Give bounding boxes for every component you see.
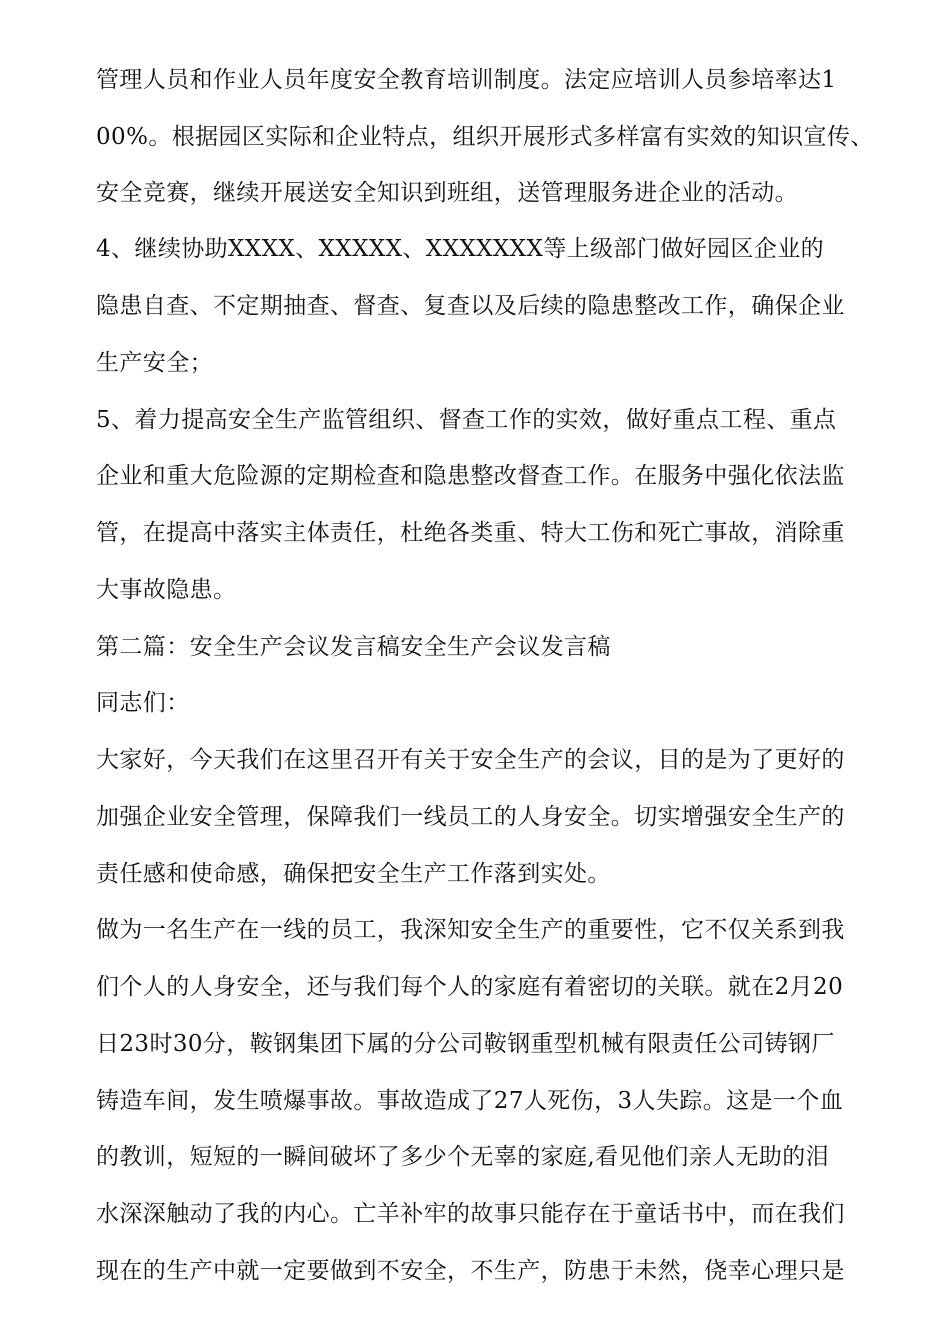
text-line: 的教训，短短的一瞬间破坏了多少个无辜的家庭,看见他们亲人无助的泪 — [96, 1144, 830, 1170]
section-heading: 第二篇：安全生产会议发言稿安全生产会议发言稿 — [96, 634, 611, 660]
text-line: 大事故隐患。 — [96, 577, 237, 603]
text-line: 做为一名生产在一线的员工，我深知安全生产的重要性，它不仅关系到我 — [96, 917, 845, 943]
text-line: 4、继续协助XXXX、XXXXX、XXXXXXX等上级部门做好园区企业的 — [96, 236, 825, 262]
text-line: 加强企业安全管理，保障我们一线员工的人身安全。切实增强安全生产的 — [96, 804, 845, 830]
text-line: 责任感和使命感，确保把安全生产工作落到实处。 — [96, 861, 611, 887]
text-line: 管理人员和作业人员年度安全教育培训制度。法定应培训人员参培率达1 — [96, 67, 837, 93]
text-line: 水深深触动了我的内心。亡羊补牢的故事只能存在于童话书中，而在我们 — [96, 1201, 845, 1227]
text-line: 企业和重大危险源的定期检查和隐患整改督查工作。在服务中强化依法监 — [96, 463, 845, 489]
text-line: 大家好，今天我们在这里召开有关于安全生产的会议，目的是为了更好的 — [96, 747, 845, 773]
text-line: 们个人的人身安全，还与我们每个人的家庭有着密切的关联。就在2月20 — [96, 974, 844, 1000]
text-line: 现在的生产中就一定要做到不安全，不生产，防患于未然，侥幸心理只是 — [96, 1258, 845, 1284]
text-line: 生产安全； — [96, 350, 213, 376]
text-line: 5、着力提高安全生产监管组织、督查工作的实效，做好重点工程、重点 — [96, 407, 837, 433]
text-line: 隐患自查、不定期抽查、督查、复查以及后续的隐患整改工作，确保企业 — [96, 293, 845, 319]
salutation: 同志们： — [96, 690, 190, 716]
text-line: 00%。根据园区实际和企业特点，组织开展形式多样富有实效的知识宣传、 — [96, 124, 874, 150]
text-line: 日23时30分，鞍钢集团下属的分公司鞍钢重型机械有限责任公司铸钢厂 — [96, 1031, 835, 1057]
text-line: 安全竞赛，继续开展送安全知识到班组，送管理服务进企业的活动。 — [96, 180, 798, 206]
text-line: 铸造车间，发生喷爆事故。事故造成了27人死伤，3人失踪。这是一个血 — [96, 1088, 844, 1114]
text-line: 管，在提高中落实主体责任，杜绝各类重、特大工伤和死亡事故，消除重 — [96, 520, 845, 546]
